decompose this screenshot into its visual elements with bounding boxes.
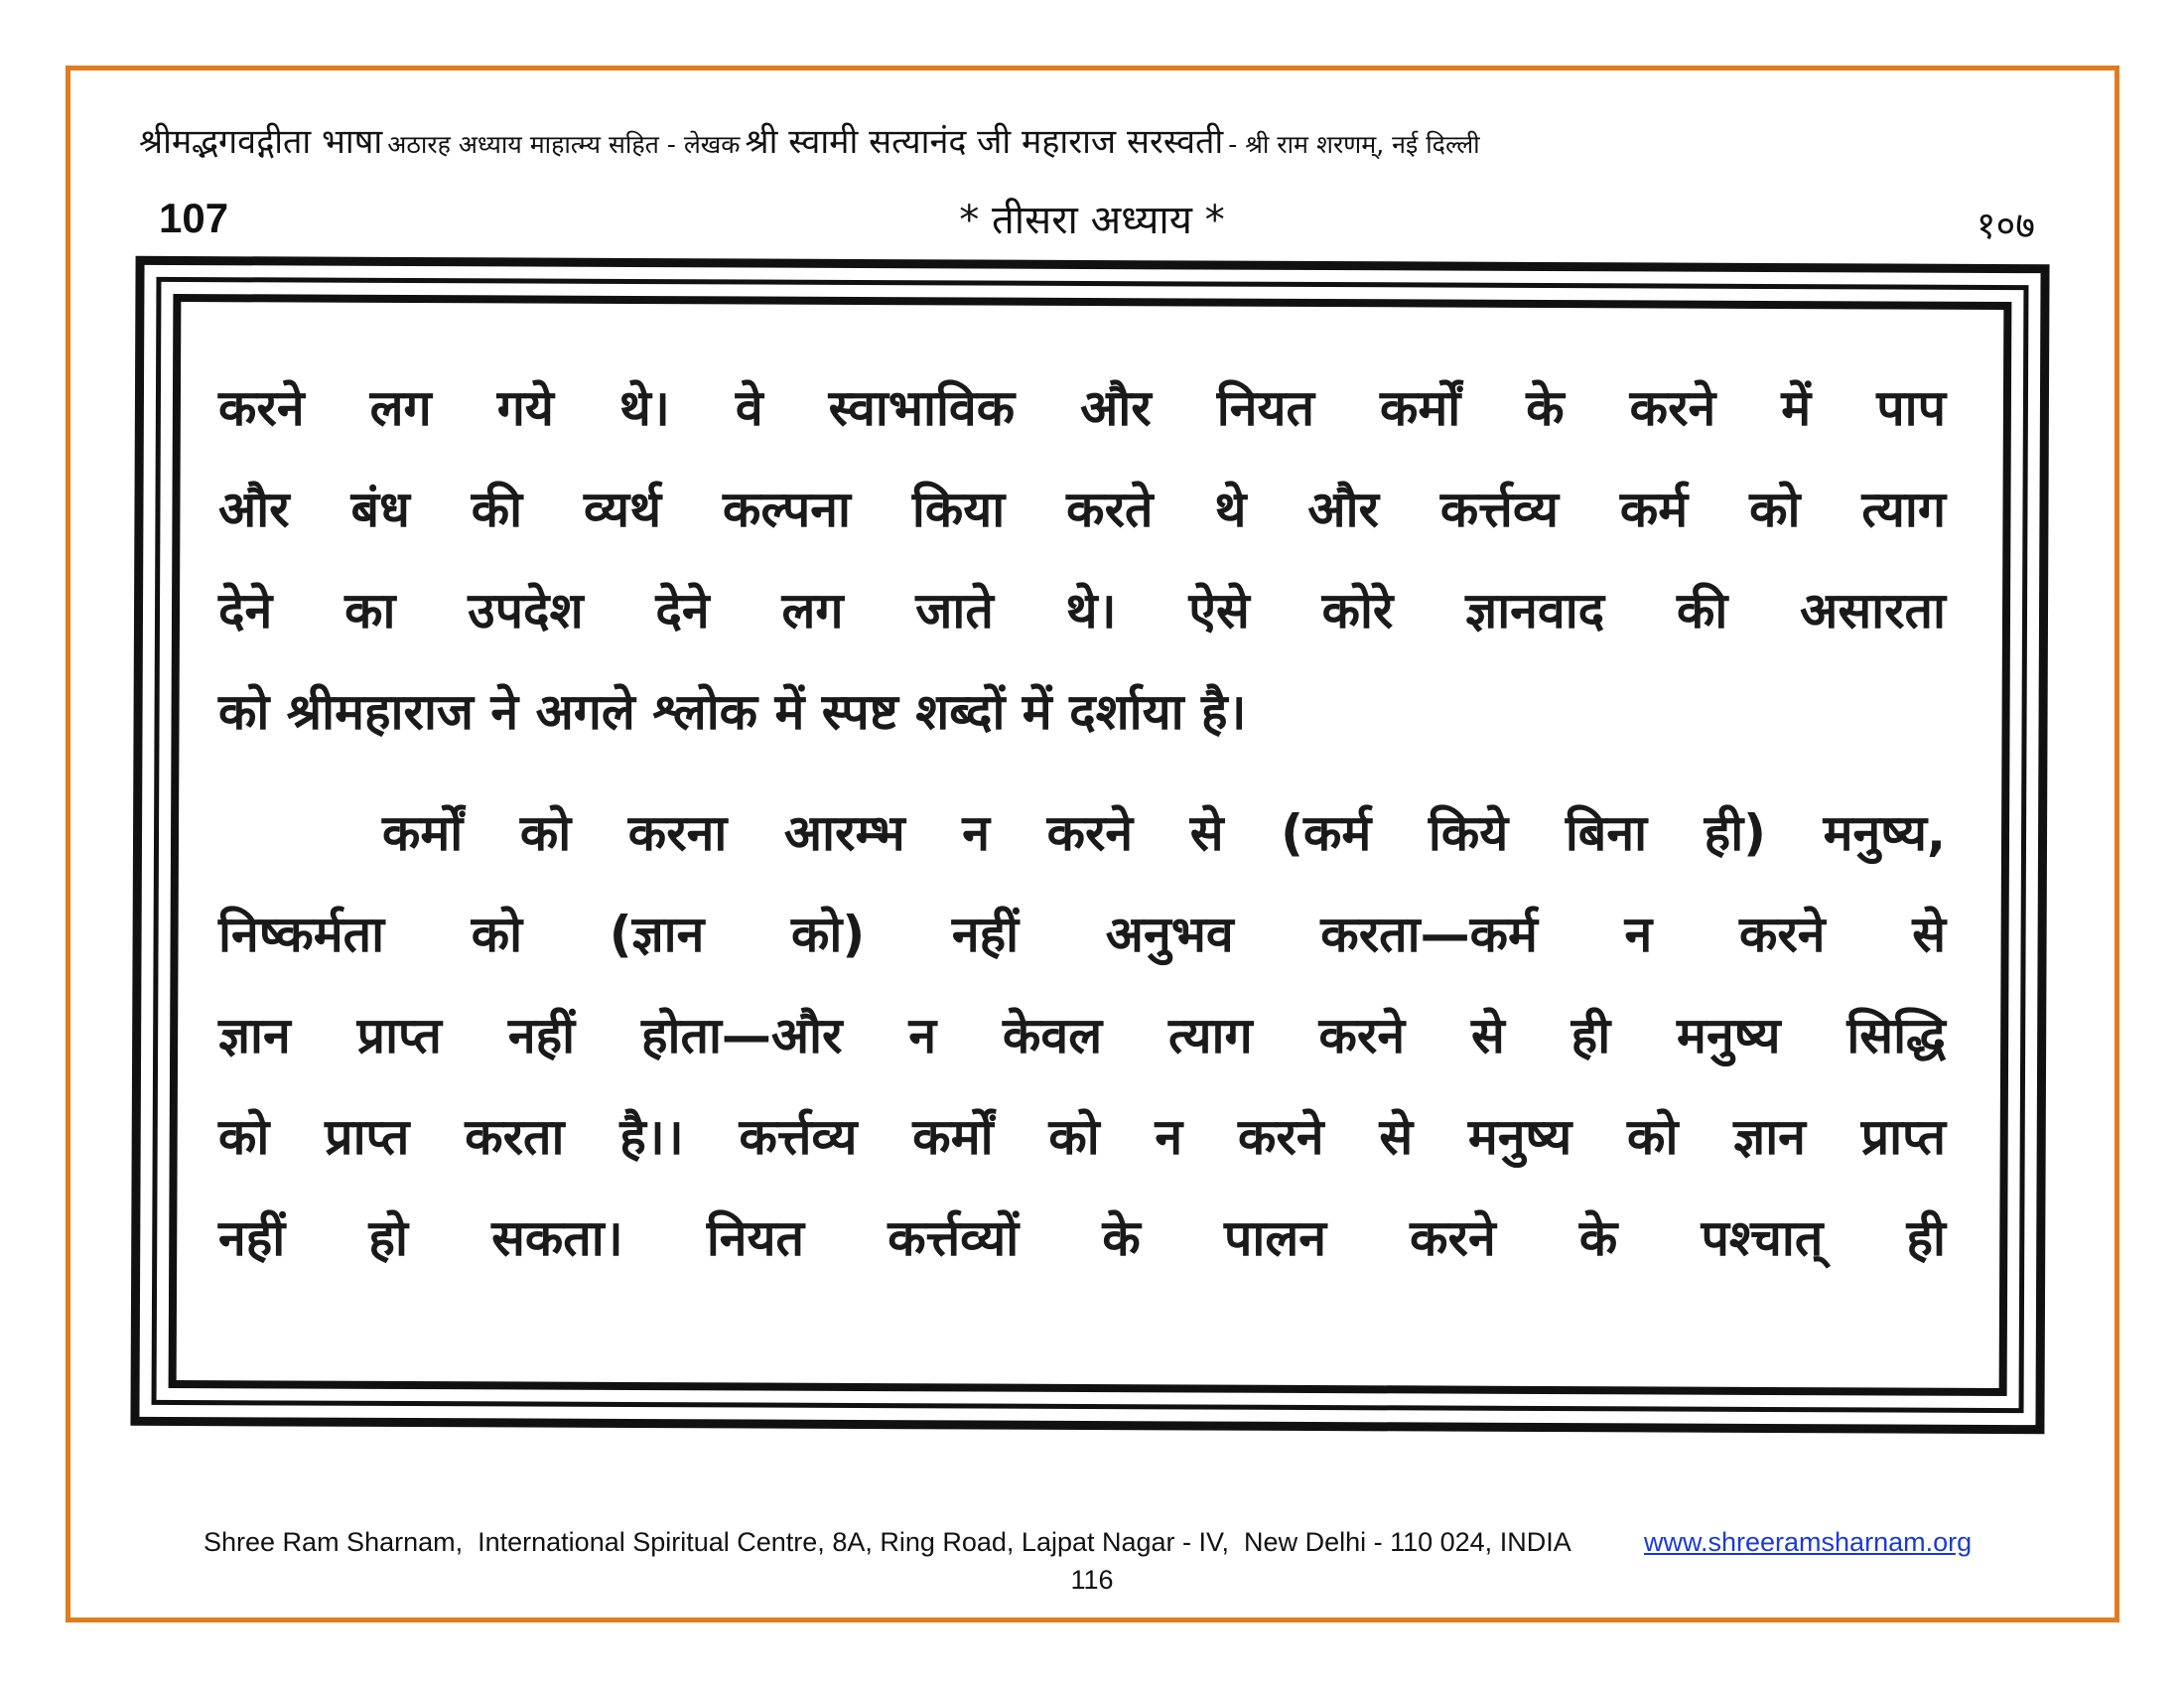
text-line: ज्ञान प्राप्त नहीं होता—और न केवल त्याग करने से ही मनुष्य सिद्धि (218, 1007, 1946, 1064)
chapter-title: * तीसरा अध्याय * (959, 198, 1225, 243)
footer-address: Shree Ram Sharnam, International Spiritual Centre, 8A, Ring Road, Lajpat Nagar - IV, New Delhi - 110 024, INDIA (204, 1527, 1571, 1557)
website-link[interactable]: www.shreeramsharnam.org (1644, 1527, 1973, 1557)
text-line: देने का उपदेश देने लग जाते थे। ऐसे कोरे ज्ञानवाद की असारता (218, 582, 1946, 639)
footer-page-number: 116 (1070, 1565, 1114, 1595)
page-header (139, 117, 2065, 163)
text-line: को श्रीमहाराज ने अगले श्लोक में स्पष्ट शब्दों में दर्शाया है। (218, 683, 1247, 741)
body-text (218, 357, 1946, 1289)
text-line: कर्मों को करना आरम्भ न करने से (कर्म किये बिना ही) मनुष्य, (382, 804, 1946, 862)
page-number-arabic: 107 (159, 195, 229, 241)
text-line: करने लग गये थे। वे स्वाभाविक और नियत कर्मों के करने में पाप (218, 379, 1946, 437)
text-line: और बंध की व्यर्थ कल्पना किया करते थे और कर्त्तव्य कर्म को त्याग (218, 481, 1946, 538)
text-line: निष्कर्मता को (ज्ञान को) नहीं अनुभव करता—कर्म न करने से (218, 906, 1946, 963)
author-name: श्री स्वामी सत्यानंद जी महाराज सरस्वती (745, 122, 1224, 162)
book-title: श्रीमद्भगवद्गीता भाषा (139, 122, 383, 162)
page-number-devanagari: १०७ (1976, 204, 2035, 247)
text-line: नहीं हो सकता। नियत कर्त्तव्यों के पालन करने के पश्चात् ही (218, 1209, 1946, 1267)
text-line: को प्राप्त करता है।। कर्त्तव्य कर्मों को न करने से मनुष्य को ज्ञान प्राप्त (218, 1108, 1946, 1166)
book-subtitle: अठारह अध्याय माहात्म्य सहित - लेखक (387, 130, 741, 159)
publisher: - श्री राम शरणम्, नई दिल्ली (1228, 130, 1480, 159)
